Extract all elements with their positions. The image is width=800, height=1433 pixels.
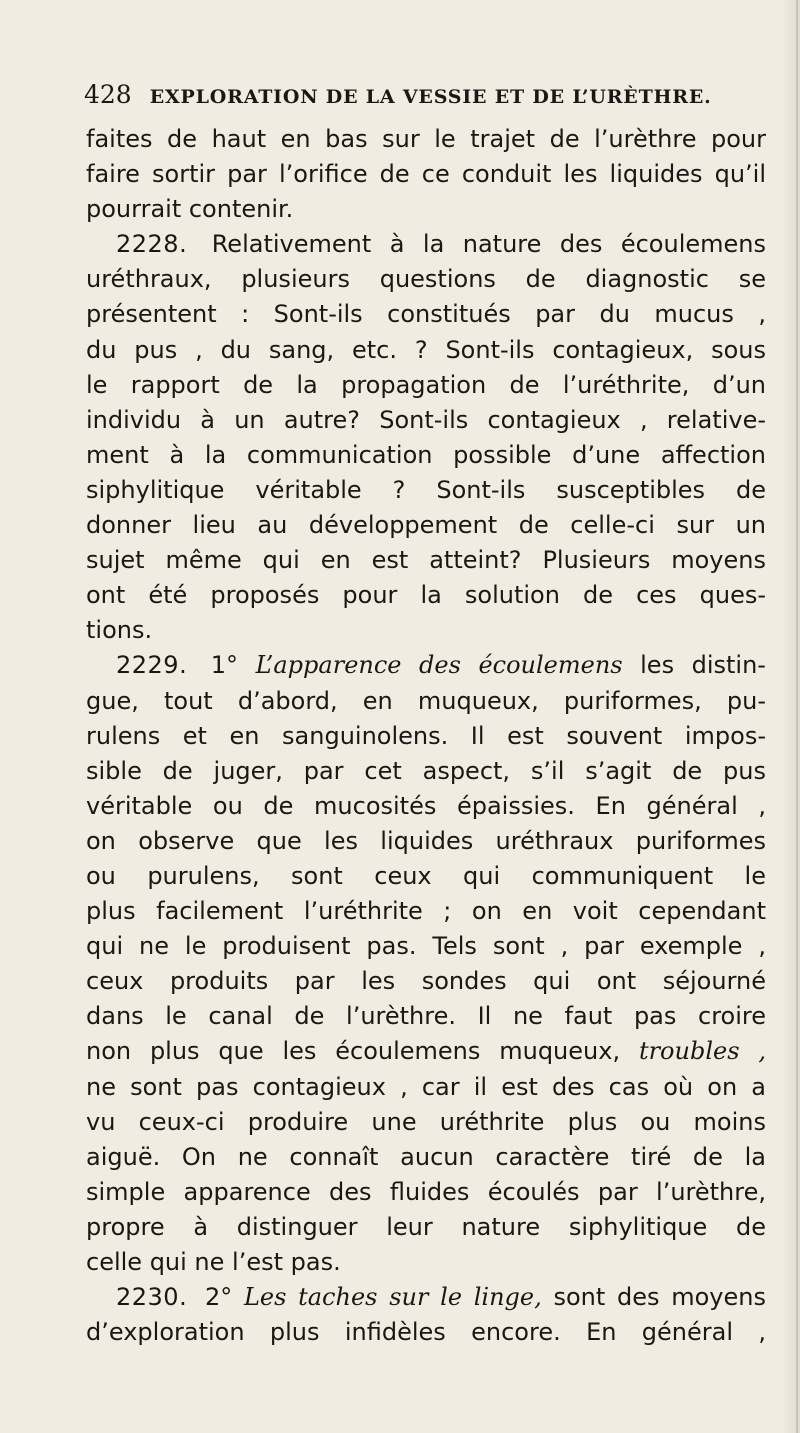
text-line: ont été proposés pour la solution de ces ques- bbox=[86, 581, 766, 610]
text-line: siphylitique véritable ? Sont-ils susceptibles de bbox=[86, 475, 766, 504]
text-line: sujet même qui en est atteint? Plusieurs moyens bbox=[86, 546, 766, 575]
text-line: gue, tout d’abord, en muqueux, puriformes, pu- bbox=[86, 686, 766, 715]
paragraph-first-line bbox=[86, 1280, 766, 1315]
text-line: présentent : Sont-ils constitués par du mucus , bbox=[86, 300, 766, 329]
text-line: qui ne le produisent pas. Tels sont , par exemple , bbox=[86, 932, 766, 961]
italic-heading: L’apparence des écoulemens bbox=[255, 651, 623, 680]
text-line: ou purulens, sont ceux qui communiquent le bbox=[86, 861, 766, 890]
italic-term: troubles , bbox=[638, 1037, 766, 1066]
paragraph-number: 2229. bbox=[116, 651, 188, 680]
paragraph-first-line-text: les distin- bbox=[640, 651, 766, 680]
running-header bbox=[84, 80, 724, 120]
text-line: le rapport de la propagation de l’uréthrite, d’un bbox=[86, 370, 766, 399]
text-line: vu ceux-ci produire une uréthrite plus ou moins bbox=[86, 1107, 766, 1136]
paragraph-first-line bbox=[86, 227, 766, 262]
page-edge-line bbox=[796, 0, 798, 1433]
enumeration-marker: 2° bbox=[204, 1283, 233, 1312]
text-line: propre à distinguer leur nature siphylitique de bbox=[86, 1212, 766, 1241]
text-line: du pus , du sang, etc. ? Sont-ils contagieux, sous bbox=[86, 335, 766, 364]
paragraph-first-line-text: sont des moyens bbox=[553, 1283, 766, 1312]
text-line: simple apparence des fluides écoulés par l’urèthre, bbox=[86, 1177, 766, 1206]
text-line: faites de haut en bas sur le trajet de l’urèthre pour bbox=[86, 125, 766, 153]
text-line: véritable ou de mucosités épaissies. En général , bbox=[86, 791, 766, 820]
text-line: tions. bbox=[86, 616, 153, 645]
paragraph-number: 2230. bbox=[116, 1283, 188, 1312]
italic-heading: Les taches sur le linge, bbox=[243, 1283, 542, 1312]
text-line-with-italic bbox=[86, 1034, 766, 1069]
text-line: celle qui ne l’est pas. bbox=[86, 1248, 341, 1276]
page-number: 428 bbox=[84, 80, 132, 109]
text-line: donner lieu au développement de celle-ci sur un bbox=[86, 511, 766, 540]
text-line: ne sont pas contagieux , car il est des cas où on a bbox=[86, 1072, 766, 1101]
text-line: sible de juger, par cet aspect, s’il s’agit de pus bbox=[86, 756, 766, 785]
body-text bbox=[86, 122, 766, 1350]
running-title: EXPLORATION DE LA VESSIE ET DE L’URÈTHRE. bbox=[149, 86, 712, 108]
text-line: ment à la communication possible d’une affection bbox=[86, 440, 766, 469]
text-line: ceux produits par les sondes qui ont séjourné bbox=[86, 967, 766, 996]
paragraph-number: 2228. bbox=[116, 230, 188, 259]
paragraph-first-line-text: Relativement à la nature des écoulemens bbox=[211, 230, 766, 259]
text-segment: non plus que les écoulemens muqueux, bbox=[86, 1037, 621, 1066]
text-line: plus facilement l’uréthrite ; on en voit cependant bbox=[86, 897, 766, 926]
text-line: d’exploration plus infidèles encore. En général , bbox=[86, 1318, 766, 1347]
text-line: dans le canal de l’urèthre. Il ne faut pas croire bbox=[86, 1002, 766, 1031]
text-line: individu à un autre? Sont-ils contagieux , relative- bbox=[86, 405, 766, 434]
text-line: pourrait contenir. bbox=[86, 195, 294, 224]
text-line: rulens et en sanguinolens. Il est souvent impos- bbox=[86, 721, 766, 750]
text-line: uréthraux, plusieurs questions de diagnostic se bbox=[86, 265, 766, 294]
paragraph-first-line bbox=[86, 648, 766, 683]
text-line: on observe que les liquides uréthraux puriformes bbox=[86, 826, 766, 855]
text-line: faire sortir par l’orifice de ce conduit les liquides qu’il bbox=[86, 160, 766, 189]
text-line: aiguë. On ne connaît aucun caractère tiré de la bbox=[86, 1142, 766, 1171]
enumeration-marker: 1° bbox=[210, 651, 239, 680]
